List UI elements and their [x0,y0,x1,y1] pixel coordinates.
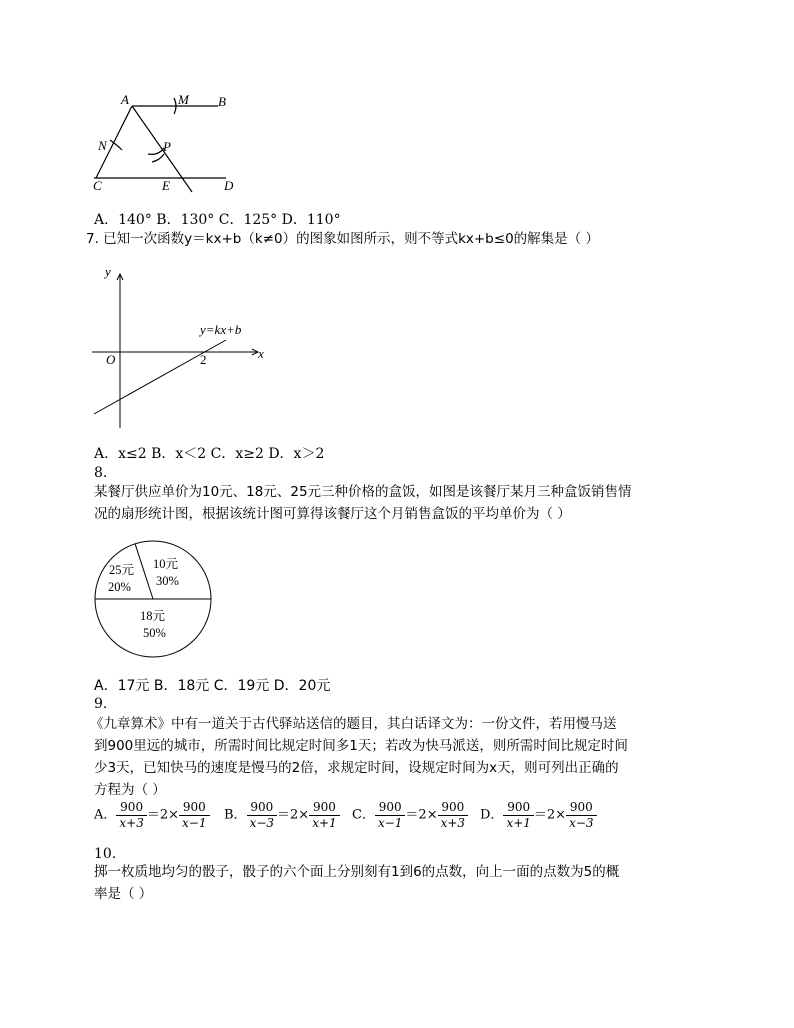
q8-pie-chart [92,538,214,660]
pie-label-10-price: 10元 [153,557,179,571]
q9-line1: 《九章算术》中有一道关于古代驿站送信的题目，其白话译文为：一份文件，若用慢马送 [90,716,617,732]
pie-label-25-price: 25元 [109,563,135,577]
label-p: P [163,139,171,154]
q9-option-d: D． $\frac{900}{x+1}$ ＝2× $\frac{900}{x-3}$ [480,800,597,831]
q9-option-c: C． $\frac{900}{x-1}$ ＝2× $\frac{900}{x+3}$ [352,800,468,831]
q9-option-a: A． $\frac{900}{x+3}$ ＝2× $\frac{900}{x-1}$ [94,800,210,831]
q8-stem-line2: 况的扇形统计图，根据该统计图可算得该餐厅这个月销售盒饭的平均单价为（ ） [94,506,571,522]
q9-number: 9. [94,696,108,712]
arc-n [110,140,122,150]
q8-stem-line1: 某餐厅供应单价为10元、18元、25元三种价格的盒饭，如图是该餐厅某月三种盒饭销售情 [94,484,632,500]
x-axis-label: x [258,346,264,361]
q10-number: 10. [94,846,117,862]
q10-line1: 掷一枚质地均匀的骰子，骰子的六个面上分别刻有1到6的点数，向上一面的点数为5的概 [94,864,620,880]
q7-graph [88,262,278,434]
arc-p2 [152,154,164,162]
q8-number: 8. [94,465,108,481]
q6-options: A．140° B．130° C．125° D．110° [94,212,341,228]
q9-line4: 方程为（ ） [94,782,166,798]
q7-options: A．x≤2 B．x＜2 C．x≥2 D．x＞2 [94,446,325,462]
tick-2: 2 [200,352,207,367]
label-b: B [218,94,226,109]
pie-label-10-percent: 30% [156,574,179,588]
label-e: E [162,178,170,193]
q7-stem: 7. 已知一次函数y＝kx+b（k≠0）的图象如图所示，则不等式kx+b≤0的解集是（ ） [86,231,599,247]
q10-line2: 率是（ ） [94,886,153,902]
q8-options: A．17元 B．18元 C．19元 D．20元 [94,678,331,694]
origin-label: O [106,352,116,367]
label-d: D [224,178,234,193]
label-c: C [93,178,102,193]
y-axis-label: y [105,264,111,279]
pie-label-18-price: 18元 [140,609,166,623]
label-n: N [98,138,107,153]
pie-label-25-percent: 20% [108,580,131,594]
line-label: y=kx+b [200,322,242,337]
label-m: M [178,92,189,107]
q9-line2: 到900里远的城市，所需时间比规定时间多1天；若改为快马派送，则所需时间比规定时间 [94,738,628,754]
pie-label-18-percent: 50% [143,626,166,640]
q9-line3: 少3天，已知快马的速度是慢马的2倍，求规定时间，设规定时间为x天，则可列出正确的 [94,760,619,776]
label-a: A [121,92,129,107]
q6-figure [88,88,248,196]
q9-option-b: B． $\frac{900}{x-3}$ ＝2× $\frac{900}{x+1}$ [224,800,340,831]
